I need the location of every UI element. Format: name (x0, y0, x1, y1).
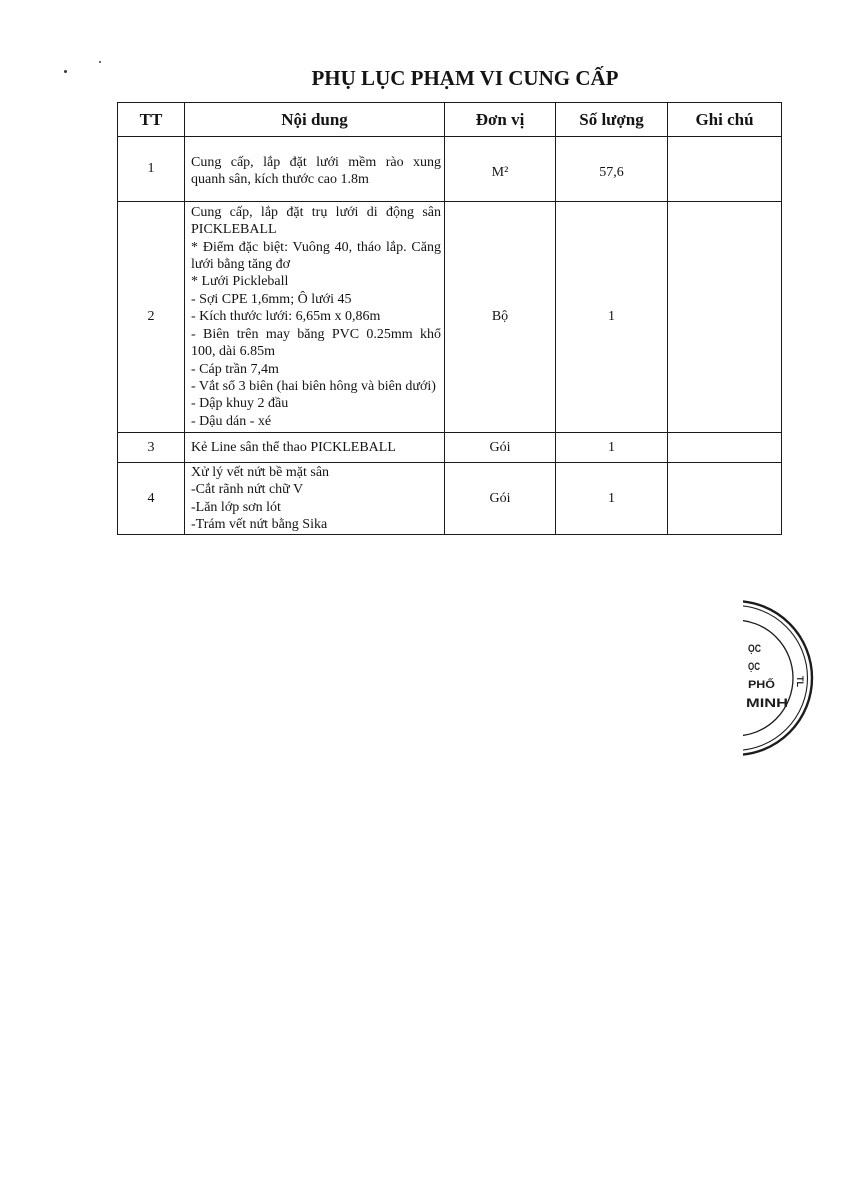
content-line: Xử lý vết nứt bề mặt sân (191, 464, 330, 480)
content-line: -Cắt rãnh nứt chữ V (191, 482, 304, 498)
content-line: lưới bằng tăng đơ (191, 257, 290, 273)
content-cell (185, 463, 445, 535)
scan-speck (99, 61, 101, 63)
content-line: - Biên trên may băng PVC 0.25mm khổ (191, 326, 441, 342)
table-row (118, 433, 782, 463)
note-cell (668, 433, 782, 463)
header-tt: TT (118, 103, 185, 137)
content-cell (185, 433, 445, 463)
header-content: Nội dung (185, 103, 445, 137)
header-unit: Đơn vị (445, 103, 556, 137)
table-row (118, 463, 782, 535)
table-header-row (118, 103, 782, 137)
quantity-cell: 1 (556, 463, 668, 535)
content-line: 100, dài 6.85m (191, 344, 275, 360)
table-row (118, 202, 782, 433)
quantity-cell: 1 (556, 202, 668, 433)
scan-speck (64, 70, 67, 73)
unit-cell: Gói (445, 463, 556, 535)
content-line: * Lưới Pickleball (191, 274, 289, 290)
row-number-cell: 4 (118, 463, 185, 535)
page-title: PHỤ LỤC PHẠM VI CUNG CẤP (311, 66, 619, 90)
content-line: - Cáp trần 7,4m (191, 361, 279, 377)
row-number-cell: 2 (118, 202, 185, 433)
row-number-cell: 1 (118, 137, 185, 202)
stamp-inner-ring (743, 620, 793, 736)
unit-cell: M² (445, 137, 556, 202)
content-line: Kẻ Line sân thể thao PICKLEBALL (191, 439, 396, 455)
note-cell (668, 137, 782, 202)
note-cell (668, 202, 782, 433)
unit-cell: Gói (445, 433, 556, 463)
content-line: - Dập khuy 2 đầu (191, 396, 289, 412)
stamp-ring-text: TL (795, 676, 805, 687)
quantity-cell: 1 (556, 433, 668, 463)
note-cell (668, 463, 782, 535)
table-row (118, 137, 782, 202)
content-line: - Dậu dán - xé (191, 413, 272, 429)
content-line: * Điểm đặc biệt: Vuông 40, tháo lắp. Căng (191, 239, 441, 255)
content-line: quanh sân, kích thước cao 1.8m (191, 172, 369, 187)
quantity-cell: 57,6 (556, 137, 668, 202)
unit-cell: Bộ (445, 202, 556, 433)
content-cell (185, 202, 445, 433)
scope-table (117, 102, 782, 535)
stamp-text: PHỐ (748, 679, 772, 691)
stamp-text: ỌC (748, 643, 762, 655)
header-note: Ghi chú (668, 103, 782, 137)
stamp-text: ỌC (748, 661, 761, 673)
content-line: Cung cấp, lắp đặt lưới mềm rào xung (191, 154, 441, 170)
content-line: -Lăn lớp sơn lót (191, 499, 281, 515)
content-cell (185, 137, 445, 202)
content-line: Cung cấp, lắp đặt trụ lưới di động sân (191, 204, 441, 220)
content-line: -Trám vết nứt bằng Sika (191, 516, 328, 532)
stamp-text: MINH (746, 696, 788, 710)
content-line: PICKLEBALL (191, 222, 277, 238)
content-line: - Sợi CPE 1,6mm; Ô lưới 45 (191, 291, 352, 307)
header-quantity: Số lượng (556, 103, 668, 137)
row-number-cell: 3 (118, 433, 185, 463)
content-line: - Kích thước lưới: 6,65m x 0,86m (191, 309, 381, 325)
official-stamp (743, 590, 819, 770)
content-line: - Vắt sổ 3 biên (hai biên hông và biên dưới) (191, 378, 436, 394)
